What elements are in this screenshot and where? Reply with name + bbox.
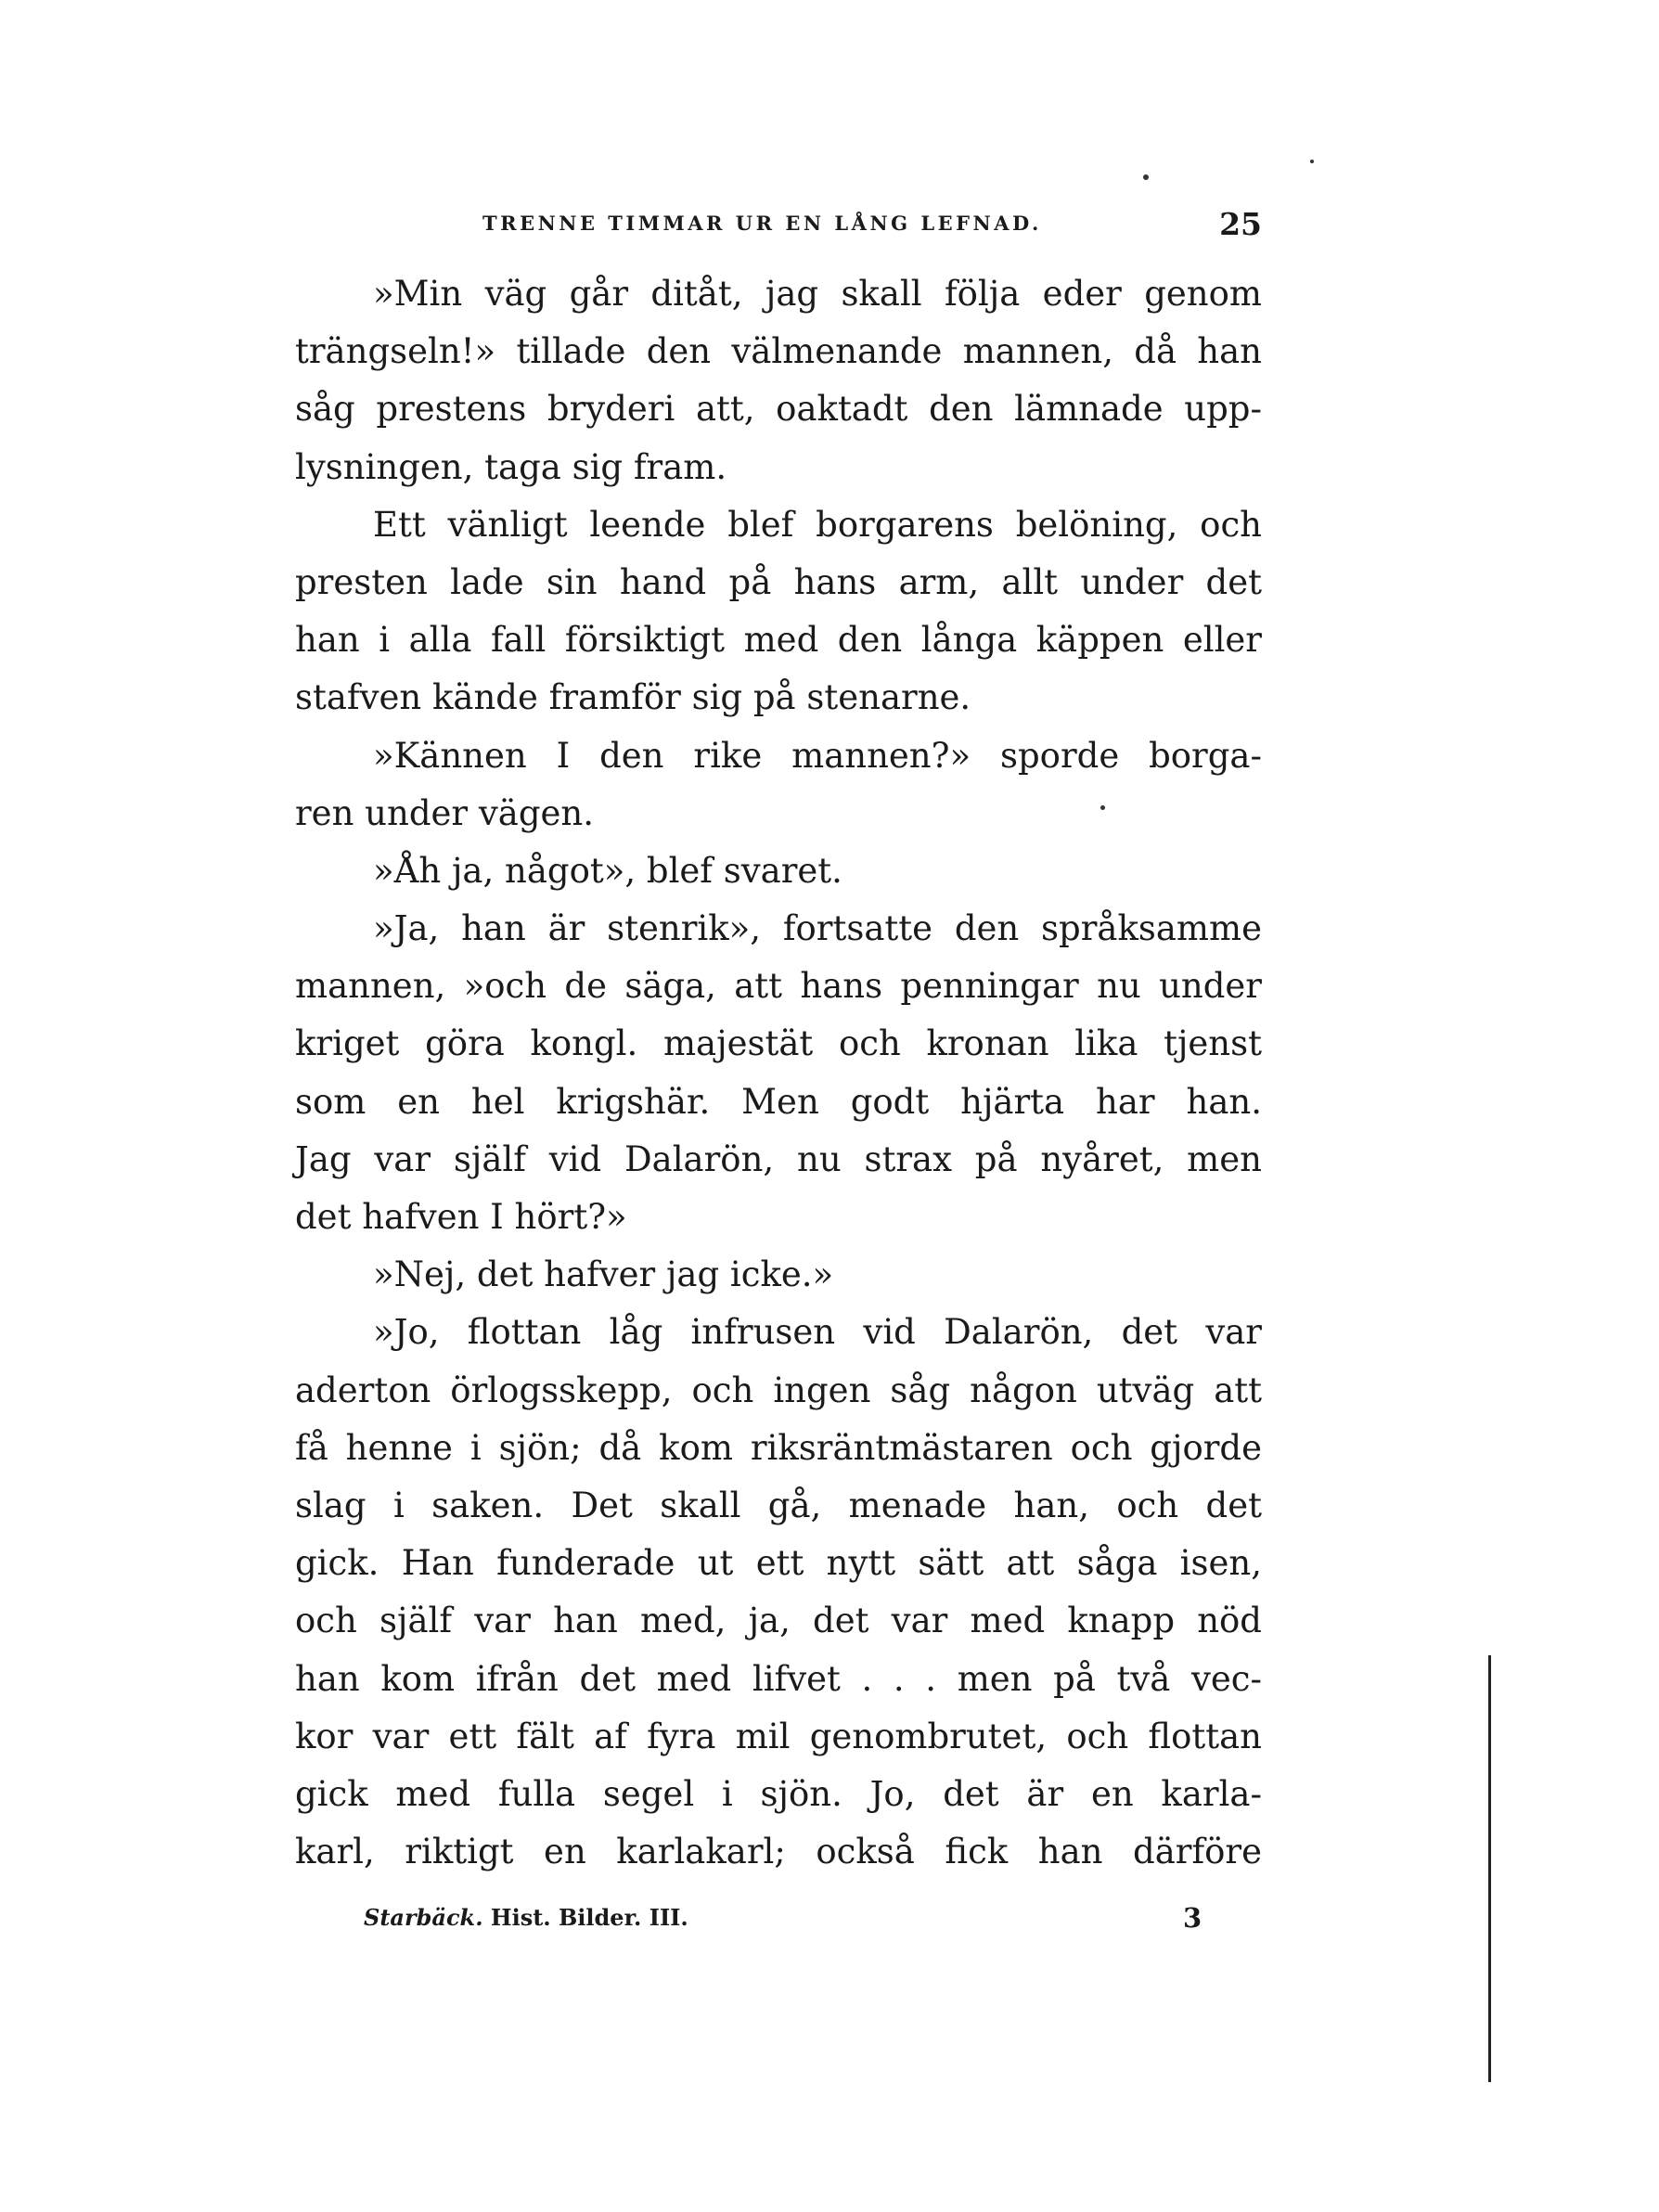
text-line: få henne i sjön; då kom riksräntmästaren och gjorde: [295, 1427, 1262, 1468]
scan-speck: [1143, 174, 1149, 180]
text-line: slag i saken. Det skall gå, menade han, och det: [295, 1485, 1262, 1525]
text-line: »Nej, det hafver jag icke.»: [373, 1254, 834, 1295]
scan-speck: [1310, 160, 1314, 163]
text-line: aderton örlogsskepp, och ingen såg någon utväg att: [295, 1370, 1262, 1410]
scan-edge-line: [1488, 1655, 1491, 2082]
text-line: stafven kände framför sig på stenarne.: [295, 677, 971, 718]
scan-speck: [1100, 805, 1105, 810]
text-line: kor var ett fält af fyra mil genombrutet, och flottan: [295, 1716, 1262, 1756]
text-line: »Kännen I den rike mannen?» sporde borga-: [373, 735, 1262, 776]
text-line: »Jo, flottan låg infrusen vid Dalarön, det var: [373, 1312, 1262, 1353]
text-line: gick med fulla segel i sjön. Jo, det är en karla-: [295, 1773, 1262, 1814]
text-line: såg prestens bryderi att, oaktadt den lämnade upp-: [295, 389, 1262, 430]
text-line: presten lade sin hand på hans arm, allt under det: [295, 561, 1262, 602]
text-line: det hafven I hört?»: [295, 1197, 627, 1237]
text-line: lysningen, taga sig fram.: [295, 446, 727, 487]
body-text: [295, 265, 1262, 1881]
running-title: TRENNE TIMMAR UR EN LÅNG LEFNAD.: [482, 212, 1042, 235]
text-line: Ett vänligt leende blef borgarens belöning, och: [373, 504, 1262, 545]
text-line: kriget göra kongl. majestät och kronan lika tjenst: [295, 1023, 1262, 1064]
text-line: »Min väg går ditåt, jag skall följa eder genom: [373, 274, 1262, 314]
page-footer: [364, 1902, 1202, 1941]
text-line: karl, riktigt en karlakarl; också fick han därföre: [295, 1832, 1262, 1872]
page-number: 25: [1219, 206, 1262, 242]
text-line: Jag var själf vid Dalarön, nu strax på nyåret, men: [295, 1138, 1262, 1179]
text-line: trängseln!» tillade den välmenande mannen, då han: [295, 331, 1262, 372]
text-line: som en hel krigshär. Men godt hjärta har han.: [295, 1081, 1262, 1122]
signature-mark: [364, 1904, 688, 1931]
text-line: och själf var han med, ja, det var med knapp nöd: [295, 1601, 1262, 1641]
text-line: gick. Han funderade ut ett nytt sätt att såga isen,: [295, 1543, 1262, 1584]
page-header: [482, 206, 1262, 249]
text-line: ren under vägen.: [295, 792, 594, 833]
text-line: »Åh ja, något», blef svaret.: [373, 850, 842, 891]
signature-author: Starbäck.: [364, 1904, 483, 1931]
text-line: han kom ifrån det med lifvet . . . men på två vec-: [295, 1658, 1262, 1699]
signature-title: Hist. Bilder. III.: [490, 1904, 688, 1931]
sheet-number: 3: [1183, 1902, 1202, 1934]
text-line: han i alla fall försiktigt med den långa käppen eller: [295, 620, 1262, 661]
text-line: »Ja, han är stenrik», fortsatte den språksamme: [373, 908, 1262, 949]
text-line: mannen, »och de säga, att hans penningar nu under: [295, 966, 1262, 1007]
